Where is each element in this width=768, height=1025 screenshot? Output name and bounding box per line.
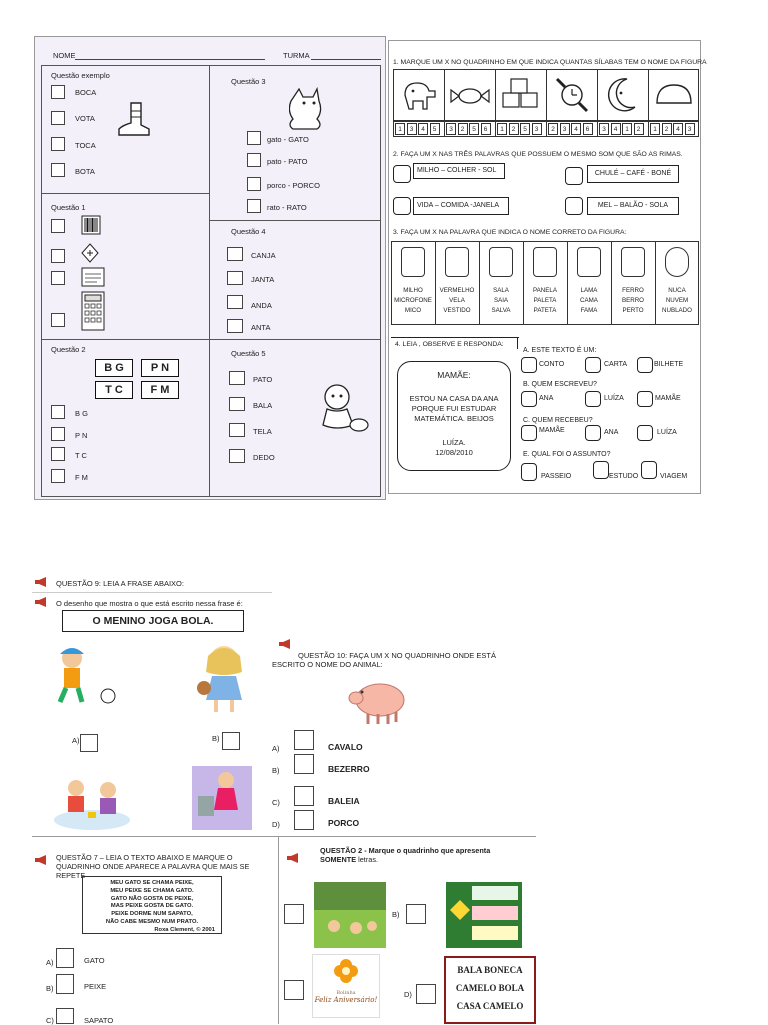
s3-word-4-2[interactable]: PALETA [533, 297, 557, 304]
s3-word-7-1[interactable]: NUCA [668, 287, 686, 294]
q2-opt-4: F M [75, 473, 88, 482]
q4-box-4[interactable] [227, 319, 243, 333]
qe-box-1[interactable] [521, 463, 537, 481]
q7-key-b: B) [46, 984, 54, 993]
syllable-number-3-3[interactable]: 5 [520, 123, 530, 135]
words-line-3: CASA CAMELO [456, 1001, 524, 1011]
s3-word-5-1[interactable]: LAMA [580, 287, 598, 294]
q10-box-b[interactable] [294, 754, 314, 774]
turma-line [311, 59, 381, 60]
cloud-icon [665, 247, 689, 277]
girl-cooking-icon [192, 766, 252, 830]
q7-key-c: C) [46, 1016, 54, 1025]
poem-line-1: MEU GATO SE CHAMA PEIXE, [110, 880, 194, 886]
doll-icon [315, 383, 371, 435]
microphone-icon [401, 247, 425, 277]
q2-key-d: D) [404, 990, 412, 999]
syllable-number-5-1[interactable]: 3 [599, 123, 609, 135]
grid-hline-1 [41, 193, 209, 194]
s4-rule [391, 337, 519, 338]
syllable-number-5-3[interactable]: 1 [622, 123, 632, 135]
watch-icon [551, 75, 593, 115]
syllable-number-2-4[interactable]: 6 [481, 123, 491, 135]
grid-hline-3 [41, 339, 381, 340]
q2-box-c[interactable] [284, 980, 304, 1000]
q10-opt-c: BALEIA [328, 796, 360, 806]
q2-box-tc: T C [95, 381, 133, 399]
q10-box-d[interactable] [294, 810, 314, 830]
s3-word-6-1[interactable]: FERRO [622, 287, 644, 294]
barcode-icon [81, 215, 101, 235]
q7-box-a[interactable] [56, 948, 74, 968]
qa-opt-3: BILHETE [654, 361, 684, 368]
s3-word-3-3[interactable]: SALVA [491, 307, 511, 314]
cat-icon [289, 85, 329, 131]
q2-box-bg: B G [95, 359, 133, 377]
syllable-number-6-3[interactable]: 4 [673, 123, 683, 135]
q4-title: Questão 4 [231, 227, 266, 236]
q9-rule [32, 592, 272, 593]
qe-opt-3: VIAGEM [660, 473, 688, 480]
q2-title-prefix: QUESTÃO 2 - Marque o quadrinho que apresenta [320, 846, 491, 855]
q2-title [320, 846, 490, 855]
letter-date: 12/08/2010 [435, 448, 473, 457]
pig-icon [344, 674, 414, 726]
q10-opt-a: CAVALO [328, 742, 363, 752]
sheet-1 [34, 36, 386, 500]
poem-line-4: MAS PEIXE GOSTA DE GATO. [110, 903, 194, 910]
q4-opt-1: CANJA [251, 251, 276, 260]
qb-box-3[interactable] [637, 391, 653, 407]
q4-opt-2: JANTA [251, 275, 275, 284]
q9-sentence: O MENINO JOGA BOLA. [62, 610, 244, 632]
q-example-opt-3: TOCA [75, 141, 96, 150]
syllable-number-6-2[interactable]: 2 [662, 123, 672, 135]
qa-opt-1: CONTO [539, 361, 565, 368]
syllable-number-5-2[interactable]: 4 [611, 123, 621, 135]
grid-vline [209, 65, 210, 497]
s2-opt-1: MILHO – COLHER - SOL [413, 163, 505, 179]
q2-opt-1: B G [75, 409, 88, 418]
megaphone-icon-3 [278, 638, 294, 650]
s3-word-7-2[interactable]: NUVEM [665, 297, 689, 304]
s4-title: 4. LEIA , OBSERVE E RESPONDA: [395, 341, 504, 348]
q9-opt-b: B) [212, 734, 220, 743]
megaphone-icon-5 [286, 852, 302, 864]
s4-rule-v [517, 337, 518, 349]
q2-box-b[interactable] [406, 904, 426, 924]
q10-opt-d: PORCO [328, 818, 360, 828]
q7-title-2: QUADRINHO ONDE APARECE A PALAVRA QUE MAIS SE [56, 862, 250, 871]
syllable-number-4-1[interactable]: 2 [548, 123, 558, 135]
moon-icon [603, 75, 643, 115]
q5-opt-3: TELA [253, 427, 272, 436]
syllable-number-1-4[interactable]: 5 [430, 123, 440, 135]
s3-word-1-2[interactable]: MICROFONE [394, 297, 432, 304]
skirt-icon [489, 247, 513, 277]
q3-box-3[interactable] [247, 177, 261, 191]
s3-word-3-1[interactable]: SALA [493, 287, 509, 294]
q2-check-1[interactable] [51, 405, 65, 419]
words-line-2: CAMELO BOLA [455, 983, 525, 993]
q7-poem-box [82, 876, 222, 934]
megaphone-icon-4 [34, 854, 50, 866]
poem-line-6: NÃO CABE MESMO NUM PRATO. [105, 918, 199, 925]
q1-box-3[interactable] [51, 271, 65, 285]
q5-opt-2: BALA [253, 401, 273, 410]
q3-box-2[interactable] [247, 153, 261, 167]
q1-box-4[interactable] [51, 313, 65, 327]
q3-box-1[interactable] [247, 131, 261, 145]
s2-box-4[interactable] [565, 197, 583, 215]
s3-word-3-2[interactable]: SAIA [493, 297, 509, 304]
qb-label: B. QUEM ESCREVEU? [523, 381, 597, 388]
q7-box-b[interactable] [56, 974, 74, 994]
poem-line-3: GATO NÃO GOSTA DE PEIXE, [110, 895, 194, 902]
syllable-number-6-1[interactable]: 1 [650, 123, 660, 135]
qe-opt-2: ESTUDO [609, 473, 639, 480]
q9-box-b[interactable] [222, 732, 240, 750]
flower-icon [332, 957, 360, 985]
q10-key-a: A) [272, 744, 280, 753]
q4-box-2[interactable] [227, 271, 243, 285]
letter-heading: MAMÃE: [437, 370, 471, 380]
q5-box-2[interactable] [229, 397, 245, 411]
syllable-number-2-1[interactable]: 3 [446, 123, 456, 135]
q9-opt-a: A) [72, 736, 80, 745]
syllable-number-5-4[interactable]: 2 [634, 123, 644, 135]
q1-box-1[interactable] [51, 219, 65, 233]
q7-opt-b: PEIXE [84, 982, 107, 991]
qc-label: C. QUEM RECEBEU? [523, 417, 593, 424]
words-box [444, 956, 536, 1024]
q3-box-4[interactable] [247, 199, 261, 213]
q7-opt-a: GATO [84, 956, 105, 965]
s1-title: 1. MARQUE UM X NO QUADRINHO EM QUE INDICA QUANTAS SÍLABAS TEM O NOME DA FIGURA [393, 59, 707, 66]
q5-box-3[interactable] [229, 423, 245, 437]
qe-label: E. QUAL FOI O ASSUNTO? [523, 451, 611, 458]
qc-box-1[interactable] [521, 425, 537, 441]
poem-author: Roxa Clement, © 2001 [154, 926, 215, 933]
syllable-number-3-1[interactable]: 1 [497, 123, 507, 135]
q2-opt-3: T C [75, 451, 87, 460]
s2-opt-4: MEL – BALÃO - SOLA [587, 197, 679, 215]
megaphone-icon [34, 576, 50, 588]
s3-word-1-1[interactable]: MILHO [403, 287, 423, 294]
dress-icon [445, 247, 469, 277]
q-example-box-1[interactable] [51, 85, 65, 99]
q10-key-c: C) [272, 798, 280, 807]
sign-icon [81, 243, 99, 263]
qa-label: A. ESTE TEXTO É UM: [523, 347, 597, 354]
turma-label: TURMA [283, 51, 310, 60]
q2-check-2[interactable] [51, 427, 65, 441]
s3-word-6-2[interactable]: BERRO [621, 297, 644, 304]
syllable-number-4-4[interactable]: 6 [583, 123, 593, 135]
qb-box-2[interactable] [585, 391, 601, 407]
q4-opt-3: ANDA [251, 301, 272, 310]
s2-box-1[interactable] [393, 165, 411, 183]
syllable-number-3-4[interactable]: 3 [532, 123, 542, 135]
qe-opt-1: PASSEIO [541, 473, 572, 480]
boy-playing-ball-icon [44, 644, 124, 710]
qa-opt-2: CARTA [604, 361, 628, 368]
syllable-number-1-1[interactable]: 1 [395, 123, 405, 135]
qe-box-2[interactable] [593, 461, 609, 479]
q-example-title: Questão exemplo [51, 71, 110, 80]
birthday-card [312, 954, 380, 1018]
card-top: Bolinha [336, 990, 356, 996]
dog-icon [399, 75, 439, 115]
sheet-3 [32, 574, 536, 1024]
q9-title: QUESTÃO 9: LEIA A FRASE ABAIXO: [56, 579, 184, 588]
park-photo-icon [314, 882, 386, 948]
card-text: Feliz Aniversário! [314, 996, 378, 1004]
megaphone-icon-2 [34, 596, 50, 608]
q10-box-c[interactable] [294, 786, 314, 806]
s2-box-3[interactable] [393, 197, 411, 215]
q10-opt-b: BEZERRO [328, 764, 370, 774]
poem-line-5: PEIXE DORME NUM SAPATO, [111, 911, 193, 918]
q5-opt-4: DEDO [253, 453, 275, 462]
qc-opt-2: ANA [604, 429, 619, 436]
qa-box-3[interactable] [637, 357, 653, 373]
q2-title: Questão 2 [51, 345, 86, 354]
q7-key-a: A) [46, 958, 54, 967]
s3-word-5-3[interactable]: FAMA [580, 307, 598, 314]
qc-box-3[interactable] [637, 425, 653, 441]
q9-subtitle: O desenho que mostra o que está escrito nessa frase é: [56, 599, 243, 608]
qb-box-1[interactable] [521, 391, 537, 407]
syllable-number-4-2[interactable]: 3 [560, 123, 570, 135]
s3-word-6-3[interactable]: PERTO [622, 307, 644, 314]
q10-key-d: D) [272, 820, 280, 829]
s3-word-2-3[interactable]: VESTIDO [443, 307, 471, 314]
s3-title: 3. FAÇA UM X NA PALAVRA QUE INDICA O NOME CORRETO DA FIGURA: [393, 229, 627, 236]
s3-word-2-2[interactable]: VELA [449, 297, 465, 304]
syllable-number-2-2[interactable]: 2 [458, 123, 468, 135]
letter-body: ESTOU NA CASA DA ANA PORQUE FUI ESTUDAR MATEMÁTICA. BEIJOS [409, 394, 499, 423]
label-card-icon [81, 267, 105, 287]
sheet-2 [388, 40, 707, 494]
q2-key-b: B) [392, 910, 400, 919]
q2-box-pn: P N [141, 359, 179, 377]
nutrition-poster-icon [446, 882, 522, 948]
candy-icon [449, 85, 491, 107]
s2-title: 2. FAÇA UM X NAS TRÊS PALAVRAS QUE POSSUEM O MESMO SOM QUE SÃO AS RIMAS. [393, 151, 683, 158]
q1-box-2[interactable] [51, 249, 65, 263]
q9-box-a[interactable] [80, 734, 98, 752]
q10-box-a[interactable] [294, 730, 314, 750]
words-line-1: BALA BONECA [457, 965, 523, 975]
q5-title: Questão 5 [231, 349, 266, 358]
s3-word-1-3[interactable]: MICO [404, 307, 422, 314]
bread-icon [653, 81, 695, 111]
name-label: NOME [53, 51, 76, 60]
q3-opt-3: porco - PORCO [267, 181, 320, 190]
q3-opt-1: gato - GATO [267, 135, 309, 144]
sheet3-divider [32, 836, 536, 837]
blocks-icon [499, 75, 543, 115]
s3-word-5-2[interactable]: CAMA [580, 297, 598, 304]
s3-word-4-1[interactable]: PANELA [533, 287, 557, 294]
name-line [75, 59, 265, 60]
syllable-number-1-2[interactable]: 3 [407, 123, 417, 135]
qc-opt-1: MAMÃE [539, 427, 565, 434]
syllable-number-4-3[interactable]: 4 [571, 123, 581, 135]
syllable-number-2-3[interactable]: 5 [469, 123, 479, 135]
q4-opt-4: ANTA [251, 323, 271, 332]
children-playing-icon [52, 772, 132, 834]
s3-word-2-1[interactable]: VERMELHO [439, 287, 475, 294]
q2-title-bold: SOMENTE [320, 855, 357, 864]
s2-box-2[interactable] [565, 167, 583, 185]
q-example-box-4[interactable] [51, 163, 65, 177]
pot-icon [533, 247, 557, 277]
s2-opt-2: CHULÉ – CAFÉ - BONÉ [587, 165, 679, 183]
syllable-number-6-4[interactable]: 3 [685, 123, 695, 135]
boot-icon [117, 101, 153, 137]
q-example-opt-1: BOCA [75, 88, 97, 97]
s3-word-4-3[interactable]: PATETA [533, 307, 557, 314]
q-example-opt-4: BOTA [75, 167, 95, 176]
q1-title: Questão 1 [51, 203, 86, 212]
sheet3-divider-v [278, 836, 279, 1024]
bed-icon [577, 247, 601, 277]
q7-title-3: REPETE [56, 871, 86, 880]
q2-title-rest: letras. [358, 855, 378, 864]
q7-box-c[interactable] [56, 1008, 74, 1024]
q4-box-3[interactable] [227, 295, 243, 309]
iron-icon [621, 247, 645, 277]
q5-opt-1: PATO [253, 375, 273, 384]
q5-box-1[interactable] [229, 371, 245, 385]
q-example-box-3[interactable] [51, 137, 65, 151]
q7-opt-c: SAPATO [84, 1016, 114, 1025]
q10-title-2: ESCRITO O NOME DO ANIMAL: [272, 660, 383, 669]
q-example-box-2[interactable] [51, 111, 65, 125]
grid-hline-2 [209, 220, 381, 221]
qa-box-2[interactable] [585, 357, 601, 373]
q5-box-4[interactable] [229, 449, 245, 463]
qa-box-1[interactable] [521, 357, 537, 373]
qe-box-3[interactable] [641, 461, 657, 479]
q10-key-b: B) [272, 766, 280, 775]
q3-opt-2: pato - PATO [267, 157, 308, 166]
qc-box-2[interactable] [585, 425, 601, 441]
q3-opt-4: rato - RATO [267, 203, 307, 212]
q2-title-line2 [320, 855, 378, 864]
q2-box-fm: F M [141, 381, 179, 399]
girl-with-teddy-icon [188, 640, 260, 716]
qb-opt-3: MAMÃE [655, 395, 681, 402]
q2-box-d[interactable] [416, 984, 436, 1004]
s3-word-7-3[interactable]: NUBLADO [662, 307, 692, 314]
q2-check-4[interactable] [51, 469, 65, 483]
q4-box-1[interactable] [227, 247, 243, 261]
q7-title: QUESTÃO 7 – LEIA O TEXTO ABAIXO E MARQUE O [56, 853, 233, 862]
qc-opt-3: LUÍZA [657, 429, 677, 436]
letter-signature: LUÍZA. [442, 438, 466, 447]
s2-opt-3: VIDA – COMIDA -JANELA [413, 197, 509, 215]
q2-box-a[interactable] [284, 904, 304, 924]
syllable-number-3-2[interactable]: 2 [509, 123, 519, 135]
syllable-number-1-3[interactable]: 4 [418, 123, 428, 135]
qb-opt-2: LUÍZA [604, 395, 624, 402]
q-example-opt-2: VOTA [75, 114, 95, 123]
calculator-icon [81, 291, 105, 331]
q10-title: QUESTÃO 10: FAÇA UM X NO QUADRINHO ONDE ESTÁ [298, 651, 496, 660]
q2-opt-2: P N [75, 431, 88, 440]
s4-letter [397, 361, 511, 471]
q3-title: Questão 3 [231, 77, 266, 86]
qb-opt-1: ANA [539, 395, 554, 402]
q2-check-3[interactable] [51, 447, 65, 461]
poem-line-2: MEU PEIXE SE CHAMA GATO. [110, 887, 194, 894]
